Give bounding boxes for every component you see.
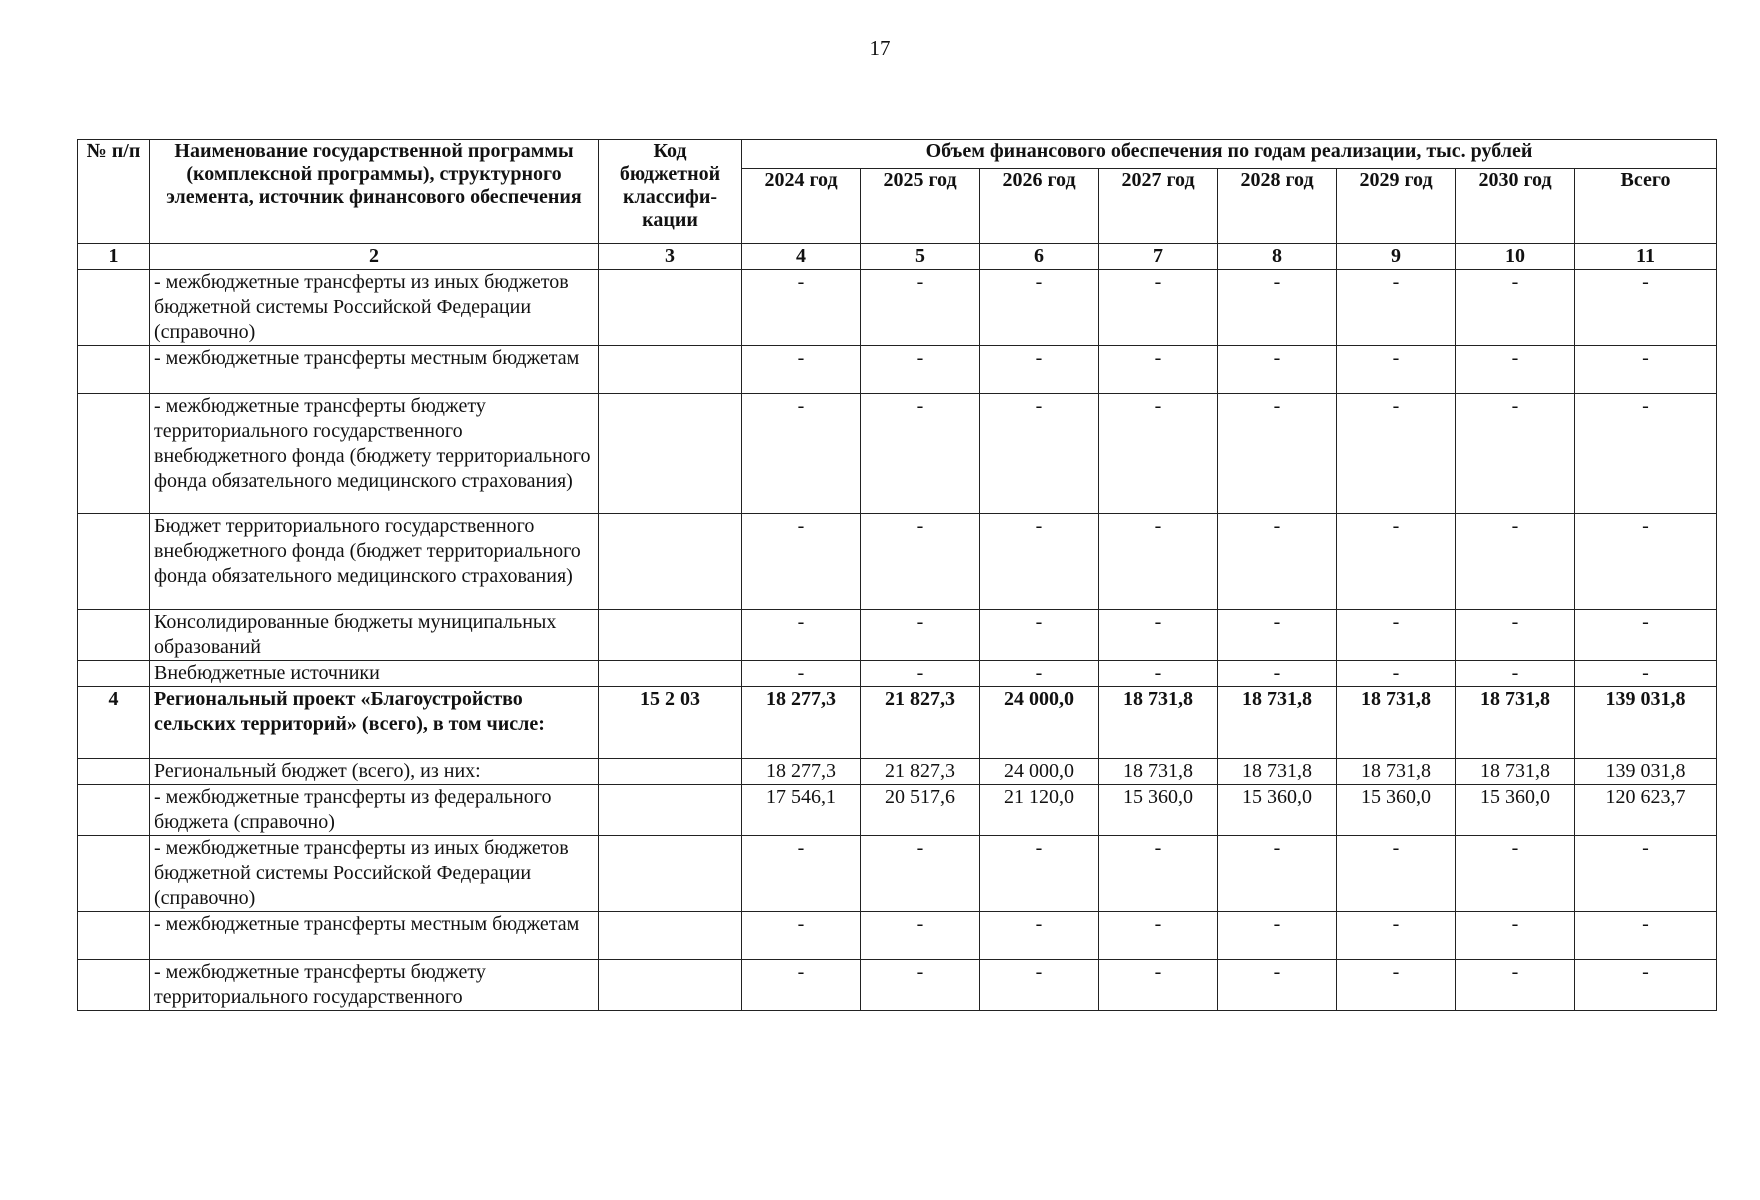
row-value: - [1337, 610, 1456, 661]
row-value: - [980, 270, 1099, 346]
row-name: Внебюджетные источники [150, 661, 599, 687]
row-value: - [1099, 912, 1218, 960]
row-value: - [1337, 912, 1456, 960]
row-value: 17 546,1 [742, 785, 861, 836]
column-number: 11 [1575, 244, 1717, 270]
table-row [78, 270, 1717, 346]
row-value: - [861, 514, 980, 610]
row-number [78, 610, 150, 661]
row-value: - [742, 394, 861, 514]
row-value: - [1099, 661, 1218, 687]
row-number [78, 912, 150, 960]
column-number: 7 [1099, 244, 1218, 270]
row-value: - [1218, 661, 1337, 687]
row-value: - [1218, 912, 1337, 960]
row-value: 15 360,0 [1337, 785, 1456, 836]
column-number: 6 [980, 244, 1099, 270]
table-row [78, 661, 1717, 687]
header-no: № п/п [78, 140, 150, 244]
row-value: 15 360,0 [1456, 785, 1575, 836]
column-number: 1 [78, 244, 150, 270]
row-total: 139 031,8 [1575, 759, 1717, 785]
row-value: - [1456, 346, 1575, 394]
row-value: - [861, 610, 980, 661]
header-year: 2026 год [980, 169, 1099, 244]
row-value: 21 120,0 [980, 785, 1099, 836]
row-code [599, 836, 742, 912]
row-value: - [1218, 270, 1337, 346]
row-value: - [980, 836, 1099, 912]
row-value: - [742, 960, 861, 1011]
row-value: 18 731,8 [1218, 687, 1337, 759]
row-value: - [1099, 394, 1218, 514]
table-row [78, 836, 1717, 912]
row-name: Региональный проект «Благоустройство сельских территорий» (всего), в том числе: [150, 687, 599, 759]
header-name: Наименование государственной программы (комплексной программы), структурного элемента, источник финансового обеспечения [150, 140, 599, 244]
row-value: - [1099, 836, 1218, 912]
header-code: Код бюджетной классифи-кации [599, 140, 742, 244]
row-value: - [980, 661, 1099, 687]
row-value: - [980, 610, 1099, 661]
table-row [78, 514, 1717, 610]
table-row [78, 394, 1717, 514]
row-total: 120 623,7 [1575, 785, 1717, 836]
row-value: - [861, 270, 980, 346]
table-row [78, 687, 1717, 759]
financing-table [77, 139, 1717, 1011]
row-value: - [1099, 960, 1218, 1011]
table-row [78, 912, 1717, 960]
row-total: - [1575, 514, 1717, 610]
row-value: - [1218, 836, 1337, 912]
row-value: 21 827,3 [861, 759, 980, 785]
header-year: 2024 год [742, 169, 861, 244]
row-value: - [1337, 270, 1456, 346]
column-number: 4 [742, 244, 861, 270]
row-number [78, 661, 150, 687]
row-value: 18 731,8 [1099, 687, 1218, 759]
row-name: - межбюджетные трансферты из иных бюджетов бюджетной системы Российской Федерации (справочно) [150, 270, 599, 346]
row-value: - [1337, 836, 1456, 912]
row-value: - [742, 346, 861, 394]
column-number: 8 [1218, 244, 1337, 270]
row-name: - межбюджетные трансферты бюджету территориального государственного [150, 960, 599, 1011]
row-code [599, 912, 742, 960]
row-value: - [1337, 394, 1456, 514]
row-value: - [1218, 610, 1337, 661]
row-value: - [742, 270, 861, 346]
header-year: 2029 год [1337, 169, 1456, 244]
row-total: - [1575, 394, 1717, 514]
row-value: 20 517,6 [861, 785, 980, 836]
row-number [78, 346, 150, 394]
row-number: 4 [78, 687, 150, 759]
table-row [78, 759, 1717, 785]
table-row [78, 960, 1717, 1011]
row-code [599, 661, 742, 687]
header-year: 2028 год [1218, 169, 1337, 244]
row-code [599, 785, 742, 836]
column-number: 5 [861, 244, 980, 270]
row-value: - [861, 394, 980, 514]
column-number: 9 [1337, 244, 1456, 270]
row-value: 15 360,0 [1099, 785, 1218, 836]
column-number: 10 [1456, 244, 1575, 270]
column-number: 2 [150, 244, 599, 270]
row-value: - [861, 960, 980, 1011]
row-value: 15 360,0 [1218, 785, 1337, 836]
header-volume: Объем финансового обеспечения по годам реализации, тыс. рублей [742, 140, 1717, 169]
row-total: 139 031,8 [1575, 687, 1717, 759]
row-value: - [861, 661, 980, 687]
row-total: - [1575, 836, 1717, 912]
table-row [78, 785, 1717, 836]
row-number [78, 836, 150, 912]
row-total: - [1575, 960, 1717, 1011]
row-value: 18 731,8 [1456, 687, 1575, 759]
row-value: 18 731,8 [1337, 687, 1456, 759]
row-value: - [1456, 514, 1575, 610]
row-value: - [742, 836, 861, 912]
row-value: 24 000,0 [980, 687, 1099, 759]
row-value: 18 731,8 [1099, 759, 1218, 785]
row-value: 21 827,3 [861, 687, 980, 759]
row-value: - [1456, 394, 1575, 514]
row-code [599, 514, 742, 610]
row-value: - [980, 514, 1099, 610]
row-value: - [980, 912, 1099, 960]
row-total: - [1575, 270, 1717, 346]
header-year: 2027 год [1099, 169, 1218, 244]
row-value: - [742, 661, 861, 687]
row-total: - [1575, 661, 1717, 687]
row-name: Бюджет территориального государственного внебюджетного фонда (бюджет территориального фонда обязательного медицинского страхования) [150, 514, 599, 610]
row-value: - [861, 912, 980, 960]
row-value: - [980, 394, 1099, 514]
row-number [78, 785, 150, 836]
row-value: - [1456, 912, 1575, 960]
row-value: - [742, 912, 861, 960]
row-total: - [1575, 346, 1717, 394]
row-value: - [1456, 836, 1575, 912]
row-code [599, 346, 742, 394]
row-name: - межбюджетные трансферты из федерального бюджета (справочно) [150, 785, 599, 836]
row-value: - [1218, 346, 1337, 394]
row-value: - [742, 514, 861, 610]
row-total: - [1575, 610, 1717, 661]
row-name: - межбюджетные трансферты местным бюджетам [150, 346, 599, 394]
row-value: 18 277,3 [742, 687, 861, 759]
row-value: 18 731,8 [1337, 759, 1456, 785]
row-value: - [980, 346, 1099, 394]
row-value: - [1099, 270, 1218, 346]
row-number [78, 394, 150, 514]
row-value: - [861, 836, 980, 912]
column-number: 3 [599, 244, 742, 270]
table-row [78, 346, 1717, 394]
row-value: - [1218, 514, 1337, 610]
row-number [78, 514, 150, 610]
row-name: - межбюджетные трансферты из иных бюджетов бюджетной системы Российской Федерации (справочно) [150, 836, 599, 912]
row-value: - [1337, 346, 1456, 394]
row-code [599, 270, 742, 346]
row-value: - [1099, 610, 1218, 661]
row-name: - межбюджетные трансферты местным бюджетам [150, 912, 599, 960]
row-value: - [1337, 514, 1456, 610]
page-number: 17 [869, 36, 891, 60]
header-year: 2030 год [1456, 169, 1575, 244]
row-code [599, 394, 742, 514]
row-name: Региональный бюджет (всего), из них: [150, 759, 599, 785]
row-code [599, 759, 742, 785]
row-name: Консолидированные бюджеты муниципальных образований [150, 610, 599, 661]
row-number [78, 270, 150, 346]
row-value: - [1099, 346, 1218, 394]
row-value: 18 277,3 [742, 759, 861, 785]
row-total: - [1575, 912, 1717, 960]
row-value: - [1337, 960, 1456, 1011]
row-value: 18 731,8 [1218, 759, 1337, 785]
row-value: - [1218, 394, 1337, 514]
row-value: 18 731,8 [1456, 759, 1575, 785]
row-value: - [1337, 661, 1456, 687]
row-number [78, 960, 150, 1011]
header-total: Всего [1575, 169, 1717, 244]
row-name: - межбюджетные трансферты бюджету территориального государственного внебюджетного фонда (бюджету территориального фонда обязательного медицинского страхования) [150, 394, 599, 514]
row-value: - [1456, 661, 1575, 687]
header-year: 2025 год [861, 169, 980, 244]
row-code [599, 610, 742, 661]
row-value: 24 000,0 [980, 759, 1099, 785]
row-value: - [1218, 960, 1337, 1011]
row-value: - [742, 610, 861, 661]
row-code [599, 960, 742, 1011]
row-code: 15 2 03 [599, 687, 742, 759]
table-row [78, 610, 1717, 661]
row-value: - [1456, 610, 1575, 661]
row-value: - [1456, 960, 1575, 1011]
table-body [78, 270, 1717, 1011]
row-value: - [980, 960, 1099, 1011]
row-value: - [861, 346, 980, 394]
row-value: - [1456, 270, 1575, 346]
row-value: - [1099, 514, 1218, 610]
row-number [78, 759, 150, 785]
